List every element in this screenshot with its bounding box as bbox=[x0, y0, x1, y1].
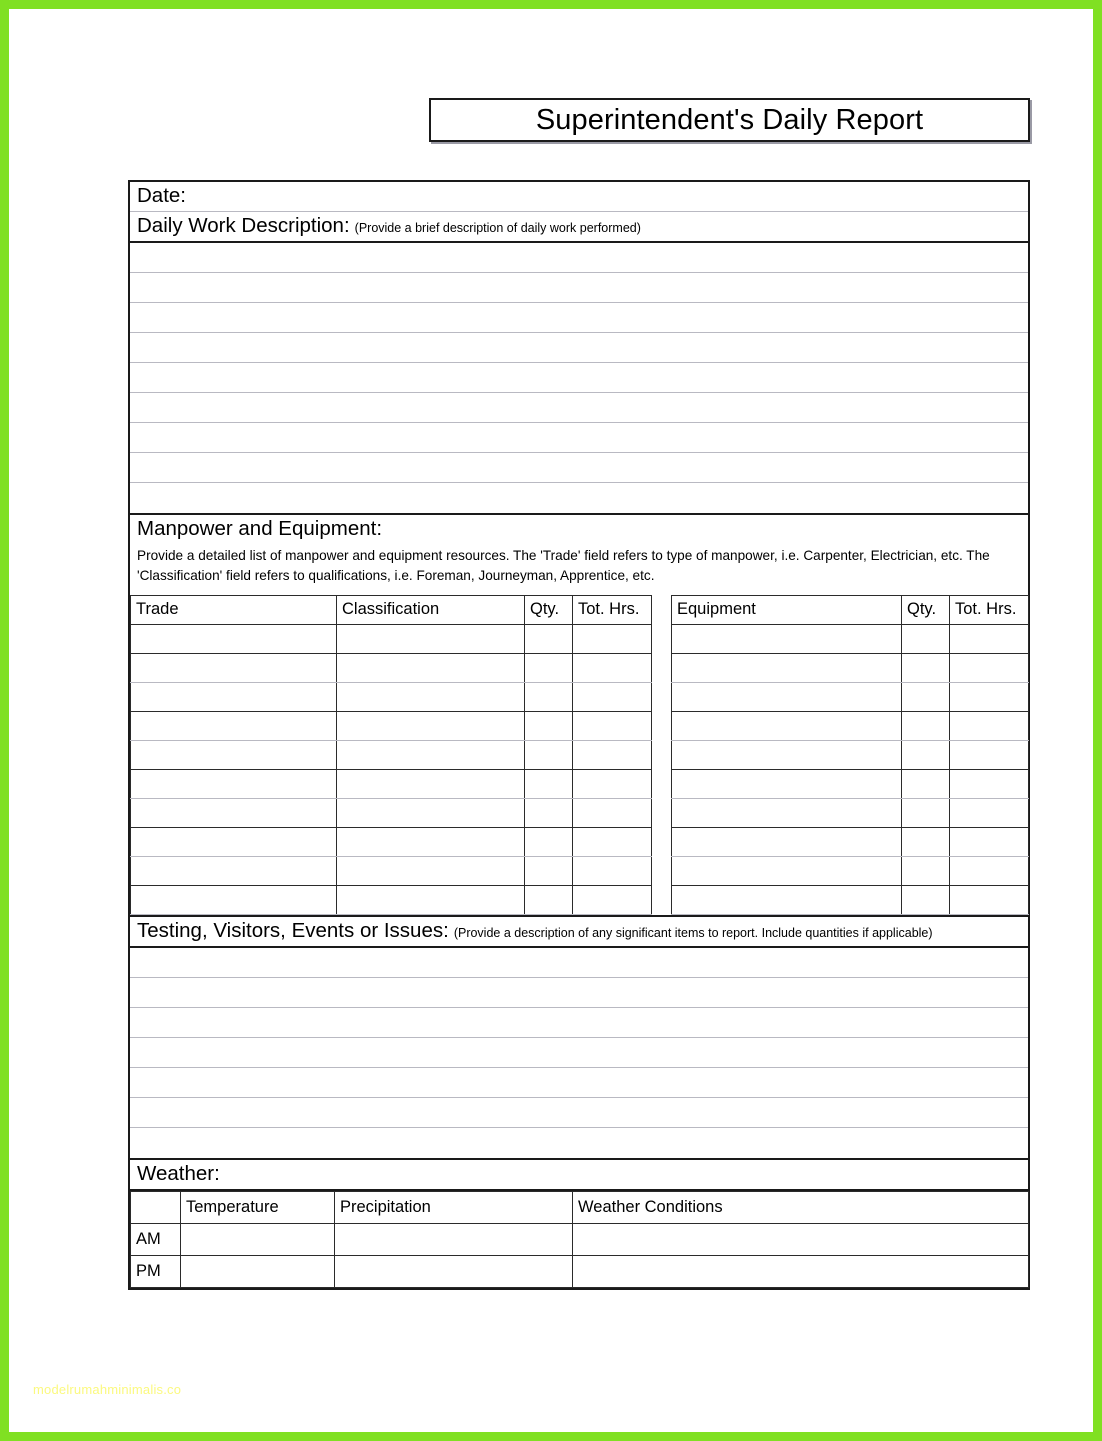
cell-classification[interactable] bbox=[337, 682, 525, 711]
work-description-line[interactable] bbox=[130, 303, 1028, 333]
cell-temperature-am[interactable] bbox=[181, 1224, 335, 1256]
cell-total-hours[interactable] bbox=[950, 682, 1029, 711]
cell-trade[interactable] bbox=[131, 711, 337, 740]
table-row[interactable] bbox=[131, 682, 652, 711]
cell-total-hours[interactable] bbox=[573, 827, 652, 856]
manpower-table bbox=[130, 595, 652, 915]
page-title: Superintendent's Daily Report bbox=[535, 103, 924, 136]
cell-qty[interactable] bbox=[525, 624, 573, 653]
cell-classification[interactable] bbox=[337, 624, 525, 653]
cell-qty[interactable] bbox=[525, 798, 573, 827]
cell-classification[interactable] bbox=[337, 798, 525, 827]
cell-classification[interactable] bbox=[337, 653, 525, 682]
col-precipitation: Precipitation bbox=[335, 1192, 573, 1224]
work-description-hint: (Provide a brief description of daily work performed) bbox=[354, 221, 641, 236]
cell-total-hours[interactable] bbox=[950, 856, 1029, 885]
table-row[interactable] bbox=[672, 682, 1029, 711]
testing-label: Testing, Visitors, Events or Issues: bbox=[137, 918, 449, 942]
work-description-label: Daily Work Description: bbox=[137, 214, 350, 238]
table-row[interactable] bbox=[131, 1224, 1029, 1256]
testing-line[interactable] bbox=[130, 978, 1028, 1008]
weather-table bbox=[130, 1191, 1029, 1288]
col-trade: Trade bbox=[131, 595, 337, 624]
manpower-instructions-block bbox=[130, 543, 1028, 591]
site-watermark: modelrumahminimalis.co bbox=[33, 1382, 182, 1397]
table-row[interactable] bbox=[131, 798, 652, 827]
table-header-row bbox=[672, 595, 1029, 624]
equipment-table-wrap bbox=[671, 595, 1028, 915]
cell-period-am: AM bbox=[131, 1224, 181, 1256]
cell-trade[interactable] bbox=[131, 653, 337, 682]
cell-qty[interactable] bbox=[902, 653, 950, 682]
cell-equipment[interactable] bbox=[672, 856, 902, 885]
table-row[interactable] bbox=[672, 769, 1029, 798]
equipment-table bbox=[671, 595, 1029, 915]
testing-line[interactable] bbox=[130, 1068, 1028, 1098]
table-row[interactable] bbox=[672, 653, 1029, 682]
cell-total-hours[interactable] bbox=[950, 769, 1029, 798]
manpower-label: Manpower and Equipment: bbox=[137, 517, 383, 541]
cell-equipment[interactable] bbox=[672, 827, 902, 856]
cell-equipment[interactable] bbox=[672, 769, 902, 798]
table-row[interactable] bbox=[131, 827, 652, 856]
testing-lines[interactable] bbox=[130, 948, 1028, 1160]
cell-equipment[interactable] bbox=[672, 798, 902, 827]
cell-qty[interactable] bbox=[525, 711, 573, 740]
cell-total-hours[interactable] bbox=[950, 798, 1029, 827]
cell-trade[interactable] bbox=[131, 740, 337, 769]
col-classification: Classification bbox=[337, 595, 525, 624]
cell-equipment[interactable] bbox=[672, 653, 902, 682]
cell-classification[interactable] bbox=[337, 856, 525, 885]
equipment-table-body bbox=[672, 624, 1029, 914]
table-row[interactable] bbox=[131, 653, 652, 682]
testing-line[interactable] bbox=[130, 948, 1028, 978]
cell-classification[interactable] bbox=[337, 827, 525, 856]
cell-total-hours[interactable] bbox=[950, 653, 1029, 682]
cell-qty[interactable] bbox=[902, 856, 950, 885]
cell-trade[interactable] bbox=[131, 624, 337, 653]
cell-classification[interactable] bbox=[337, 769, 525, 798]
testing-header bbox=[130, 917, 1028, 948]
cell-trade[interactable] bbox=[131, 885, 337, 914]
cell-total-hours[interactable] bbox=[573, 682, 652, 711]
cell-conditions-am[interactable] bbox=[573, 1224, 1029, 1256]
cell-qty[interactable] bbox=[902, 769, 950, 798]
col-weather-conditions: Weather Conditions bbox=[573, 1192, 1029, 1224]
cell-qty[interactable] bbox=[902, 682, 950, 711]
cell-qty[interactable] bbox=[525, 885, 573, 914]
cell-qty[interactable] bbox=[902, 624, 950, 653]
cell-total-hours[interactable] bbox=[573, 885, 652, 914]
table-row[interactable] bbox=[672, 856, 1029, 885]
cell-total-hours[interactable] bbox=[950, 827, 1029, 856]
manpower-table-wrap bbox=[130, 595, 651, 915]
work-description-line[interactable] bbox=[130, 453, 1028, 483]
cell-precipitation-am[interactable] bbox=[335, 1224, 573, 1256]
table-row[interactable] bbox=[672, 798, 1029, 827]
testing-hint: (Provide a description of any significant items to report. Include quantities if applicable) bbox=[453, 925, 933, 940]
cell-qty[interactable] bbox=[902, 827, 950, 856]
cell-total-hours[interactable] bbox=[573, 624, 652, 653]
work-description-lines[interactable] bbox=[130, 243, 1028, 515]
weather-header bbox=[130, 1160, 1028, 1191]
table-row[interactable] bbox=[672, 885, 1029, 914]
work-description-line[interactable] bbox=[130, 483, 1028, 513]
table-row[interactable] bbox=[131, 711, 652, 740]
cell-qty[interactable] bbox=[525, 682, 573, 711]
date-label: Date: bbox=[137, 184, 186, 207]
cell-qty[interactable] bbox=[525, 827, 573, 856]
col-period bbox=[131, 1192, 181, 1224]
cell-trade[interactable] bbox=[131, 827, 337, 856]
resource-tables bbox=[130, 591, 1028, 917]
work-description-line[interactable] bbox=[130, 243, 1028, 273]
cell-classification[interactable] bbox=[337, 711, 525, 740]
col-total-hours: Tot. Hrs. bbox=[573, 595, 652, 624]
cell-qty[interactable] bbox=[525, 856, 573, 885]
cell-classification[interactable] bbox=[337, 885, 525, 914]
testing-line[interactable] bbox=[130, 1128, 1028, 1158]
cell-qty[interactable] bbox=[902, 885, 950, 914]
cell-qty[interactable] bbox=[902, 740, 950, 769]
work-description-line[interactable] bbox=[130, 363, 1028, 393]
cell-total-hours[interactable] bbox=[573, 711, 652, 740]
cell-trade[interactable] bbox=[131, 856, 337, 885]
date-row[interactable] bbox=[130, 182, 1028, 212]
weather-label: Weather: bbox=[137, 1162, 220, 1186]
table-header-row bbox=[131, 1192, 1029, 1224]
report-title-box bbox=[429, 98, 1030, 142]
cell-classification[interactable] bbox=[337, 740, 525, 769]
table-row[interactable] bbox=[131, 885, 652, 914]
manpower-instructions: Provide a detailed list of manpower and equipment resources. The 'Trade' field refers to type of manpower, i.e. Carpenter, Electrician, etc. The 'Classification' field refers to qualifications, i.e. Foreman, Journeyman, Apprentice, etc. bbox=[137, 548, 990, 583]
cell-trade[interactable] bbox=[131, 682, 337, 711]
work-description-line[interactable] bbox=[130, 423, 1028, 453]
table-header-row bbox=[131, 595, 652, 624]
cell-equipment[interactable] bbox=[672, 711, 902, 740]
cell-equipment[interactable] bbox=[672, 624, 902, 653]
cell-qty[interactable] bbox=[902, 711, 950, 740]
table-row[interactable] bbox=[131, 856, 652, 885]
cell-qty[interactable] bbox=[525, 653, 573, 682]
cell-total-hours[interactable] bbox=[950, 711, 1029, 740]
table-row[interactable] bbox=[672, 827, 1029, 856]
table-row[interactable] bbox=[672, 711, 1029, 740]
col-qty: Qty. bbox=[525, 595, 573, 624]
cell-total-hours[interactable] bbox=[573, 653, 652, 682]
col-qty: Qty. bbox=[902, 595, 950, 624]
table-row[interactable] bbox=[672, 740, 1029, 769]
cell-total-hours[interactable] bbox=[950, 624, 1029, 653]
cell-equipment[interactable] bbox=[672, 740, 902, 769]
cell-total-hours[interactable] bbox=[573, 798, 652, 827]
testing-line[interactable] bbox=[130, 1008, 1028, 1038]
table-row[interactable] bbox=[131, 740, 652, 769]
cell-conditions-pm[interactable] bbox=[573, 1256, 1029, 1288]
cell-precipitation-pm[interactable] bbox=[335, 1256, 573, 1288]
cell-qty[interactable] bbox=[525, 740, 573, 769]
cell-equipment[interactable] bbox=[672, 885, 902, 914]
cell-qty[interactable] bbox=[525, 769, 573, 798]
work-description-line[interactable] bbox=[130, 333, 1028, 363]
col-total-hours: Tot. Hrs. bbox=[950, 595, 1029, 624]
table-row[interactable] bbox=[131, 1256, 1029, 1288]
weather-table-body bbox=[131, 1224, 1029, 1288]
table-row[interactable] bbox=[131, 624, 652, 653]
work-description-header bbox=[130, 212, 1028, 243]
work-description-line[interactable] bbox=[130, 393, 1028, 423]
cell-total-hours[interactable] bbox=[573, 856, 652, 885]
table-row[interactable] bbox=[672, 624, 1029, 653]
cell-trade[interactable] bbox=[131, 798, 337, 827]
testing-line[interactable] bbox=[130, 1098, 1028, 1128]
cell-qty[interactable] bbox=[902, 798, 950, 827]
cell-total-hours[interactable] bbox=[573, 769, 652, 798]
table-row[interactable] bbox=[131, 769, 652, 798]
manpower-header bbox=[130, 515, 1028, 543]
cell-total-hours[interactable] bbox=[573, 740, 652, 769]
manpower-table-body bbox=[131, 624, 652, 914]
testing-line[interactable] bbox=[130, 1038, 1028, 1068]
col-equipment: Equipment bbox=[672, 595, 902, 624]
table-gutter bbox=[651, 595, 671, 915]
cell-period-pm: PM bbox=[131, 1256, 181, 1288]
cell-total-hours[interactable] bbox=[950, 885, 1029, 914]
cell-total-hours[interactable] bbox=[950, 740, 1029, 769]
cell-temperature-pm[interactable] bbox=[181, 1256, 335, 1288]
report-form bbox=[128, 180, 1030, 1290]
cell-trade[interactable] bbox=[131, 769, 337, 798]
cell-equipment[interactable] bbox=[672, 682, 902, 711]
work-description-line[interactable] bbox=[130, 273, 1028, 303]
col-temperature: Temperature bbox=[181, 1192, 335, 1224]
